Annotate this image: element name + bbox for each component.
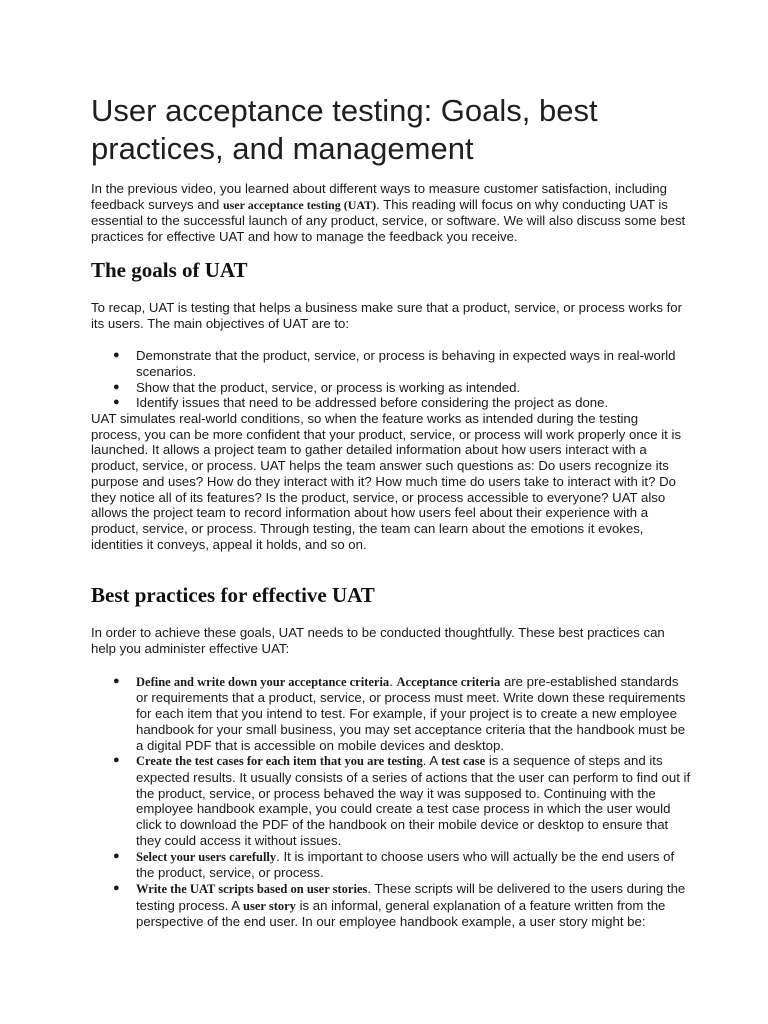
practice-mid: . A [422, 753, 442, 769]
bullet-icon: ● [113, 349, 120, 362]
list-item-text: Demonstrate that the product, service, or process is behaving in expected ways in real-world scenarios. [136, 348, 676, 379]
list-item-text: Identify issues that need to be addressed before considering the project as done. [136, 395, 609, 411]
practice-term: user story [243, 898, 296, 913]
goals-list [91, 348, 691, 411]
practice-rest: is a sequence of steps and its expected results. It usually consists of a series of actions that the user can perform to find out if the product, service, or process behaved the way it was supposed to. Continuing with the employee handbook example, you could create a test case process in which the user would click to download the PDF of the handbook on their mobile device or desktop to ensure that they could access it without issues. [136, 753, 691, 848]
uat-simulates-paragraph: UAT simulates real-world conditions, so when the feature works as intended during the testing process, you can be more confident that your product, service, or process will work properly once it is launched. It allows a project team to gather detailed information about how users interact with a product, service, or process. UAT helps the team answer such questions as: Do users recognize its purpose and uses? How do they interact with it? How much time do users take to interact with it? Do they notice all of its features? Is the product, service, or process accessible to everyone? UAT also allows the project team to record information about how users feel about their experience with a product, service, or process. Through testing, the team can learn about the emotions it evokes, identities it conveys, appeal it holds, and so on. [91, 411, 682, 552]
intro-term: user acceptance testing (UAT) [222, 197, 377, 212]
practices-intro-paragraph: In order to achieve these goals, UAT needs to be conducted thoughtfully. These best practices can help you administer effective UAT: [91, 625, 665, 657]
bullet-icon: ● [113, 396, 120, 409]
page-title: User acceptance testing: Goals, best practices, and management [91, 93, 598, 166]
section-heading-best-practices: Best practices for effective UAT [91, 583, 375, 608]
list-item [91, 380, 691, 396]
list-item [91, 849, 691, 881]
bullet-icon: ● [113, 881, 120, 894]
practices-list [91, 674, 691, 930]
practice-rest: are pre-established standards or requirements that a product, service, or process must meet. Write down these requirements for each item that you intend to test. For example, if your project is to create a new employee handbook for your small business, you may set acceptance criteria that the handbook must be a digital PDF that is accessible on mobile devices and desktop. [136, 673, 686, 753]
list-item [91, 395, 691, 411]
practice-term: Acceptance criteria [396, 674, 501, 689]
bullet-icon: ● [113, 674, 120, 687]
practice-mid: . [276, 848, 284, 864]
section-heading-goals: The goals of UAT [91, 257, 248, 282]
practice-mid: . [389, 673, 397, 689]
practice-lead: Select your users carefully [136, 849, 277, 864]
practice-lead: Write the UAT scripts based on user stories [136, 881, 368, 896]
practice-rest: is an informal, general explanation of a feature written from the perspective of the end user. In our employee handbook example, a user story might be: [136, 897, 666, 930]
intro-text-before: In the previous video, you learned about different ways to measure customer satisfaction, including feedback surveys and [91, 181, 667, 212]
practice-mid: . These scripts will be delivered to the users during the testing process. A [136, 880, 686, 913]
list-item [91, 753, 691, 848]
intro-paragraph [91, 181, 691, 245]
practice-rest: It is important to choose users who will actually be the end users of the product, service, or process. [136, 848, 675, 881]
document-page [91, 92, 691, 930]
list-item [91, 674, 691, 754]
practice-lead: Define and write down your acceptance criteria [136, 674, 390, 689]
practice-term: test case [441, 754, 486, 769]
practice-lead: Create the test cases for each item that you are testing [136, 754, 423, 769]
bullet-icon: ● [113, 380, 120, 393]
list-item-text: Show that the product, service, or process is working as intended. [136, 379, 521, 395]
goals-recap-paragraph: To recap, UAT is testing that helps a business make sure that a product, service, or process works for its users. The main objectives of UAT are to: [91, 299, 683, 331]
bullet-icon: ● [113, 849, 120, 862]
intro-text-after: . This reading will focus on why conducting UAT is essential to the successful launch of any product, service, or software. We will also discuss some best practices for effective UAT and how to manage the feedback you receive. [91, 196, 686, 245]
list-item [91, 348, 691, 379]
bullet-icon: ● [113, 754, 120, 767]
list-item [91, 881, 691, 930]
